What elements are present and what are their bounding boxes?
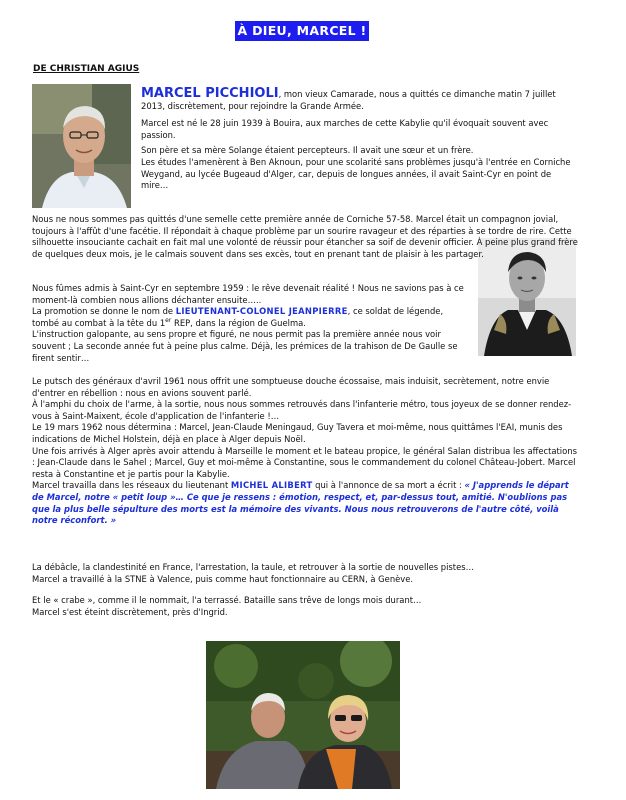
text-span: Nous ne nous sommes pas quittés d'une semelle cette première année de Corniche 57-58. Marcel était un compagnon jovial, toujours à l'affût d'une facétie. Il répondait à chaque problème par un sourire ravageur et des réparties à se tordre de rire. Cette silhouette insouciante cachait en fait mal une volonté de réussir pour étancher sa soif de devenir officier. À peine plus grand frère de quelques deux mois, je le calmais souvent dans ses excès, tout en prenant tant de plaisir à les partager. — [32, 214, 578, 259]
text-span: , ce soldat de légende, tombé au combat à la tête du — [32, 306, 444, 328]
person-name: MARCEL PICCHIOLI — [141, 86, 279, 101]
intro-block — [141, 88, 581, 192]
photo-marcel-and-ingrid — [206, 641, 400, 789]
alibert-quote: « J'apprends le départ de Marcel, notre « petit loup »… Ce que je ressens : émotion, respect, et, par-dessus tout, amitié. N'oublions pas que la plus belle sépulture des morts est la mémoire des vivants. Nous nous retrouverons de l'autre côté, voilà notre réconfort. » — [32, 480, 569, 526]
paragraph-career: Marcel a travaillé à la STNE à Valence, puis comme haut fonctionnaire au CERN, à Genève. — [32, 573, 414, 584]
paragraph-promotion — [32, 306, 472, 329]
paragraph-amphi: À l'amphi du choix de l'arme, à la sortie, nous nous sommes retrouvés dans l'infanterie métro, tous joyeux de se donner rendez-vous à Saint-Maixent, école d'application de l'infanterie !… — [32, 399, 572, 421]
paragraph-debacle: La débâcle, la clandestinité en France, l'arrestation, la taule, et retrouver à la sortie de nouvelles pistes… — [32, 562, 474, 572]
corniche-block-top — [32, 214, 580, 260]
text-span: , mon vieux Camarade, nous a quittés ce dimanche matin 7 juillet 2013, discrètement, pour rejoindre la Grande Armée. — [141, 89, 556, 111]
promotion-name: LIEUTENANT-COLONEL JEANPIERRE — [175, 306, 348, 317]
paragraph-death: Marcel s'est éteint discrètement, près d'Ingrid. — [32, 606, 228, 617]
paragraph-parents: Son père et sa mère Solange étaient percepteurs. Il avait une sœur et un frère. — [141, 145, 474, 156]
photo-portrait-marcel — [32, 84, 131, 208]
closing-block — [32, 562, 580, 618]
text-span: qui à l'annonce de sa mort a écrit : — [312, 480, 465, 491]
text-span: REP, dans la région de Guelma. — [171, 317, 306, 328]
text-span: Marcel travailla dans les réseaux du lieutenant — [32, 480, 231, 491]
paragraph-putsch: Le putsch des généraux d'avril 1961 nous offrit une somptueuse douche écossaise, mais induisit, secrètement, notre envie d'entrer en rébellion : nous en avions souvent parlé. — [32, 376, 550, 398]
text-span: La promotion se donne le nom de — [32, 306, 176, 317]
text-span: 1 — [159, 317, 166, 328]
paragraph-alger: Une fois arrivés à Alger après avoir attendu à Marseille le moment et le bateau propice, le général Salan distribua les affectations : Jean-Claude dans le Sahel ; Marcel, Guy et moi-même à Constantine, sous le commandement du colonel Château-Jobert. Marcel resta à Constantine et je partis pour la Kabylie. — [32, 445, 577, 479]
paragraph-saint-cyr: Nous fûmes admis à Saint-Cyr en septembre 1959 : le rêve devenait réalité ! Nous ne savions pas à ce moment-là combien nous allions déchanter ensuite….. — [32, 283, 464, 305]
main-block — [32, 376, 580, 527]
paragraph-birth: Marcel est né le 28 juin 1939 à Bouira, aux marches de cette Kabylie qu'il évoquait souvent avec passion. — [141, 118, 549, 140]
text-span: er — [165, 316, 172, 324]
paragraph-intro — [141, 88, 581, 112]
saint-cyr-block — [32, 283, 472, 364]
paragraph-instruction: L'instruction galopante, au sens propre et figuré, ne nous permit pas la première année nous voir souvent ; La seconde année fut à peine plus calme. Déjà, les prémices de la trahison de De Gaulle se firent sentir… — [32, 329, 458, 363]
paragraph-march-1962: Le 19 mars 1962 nous détermina : Marcel, Jean-Claude Meningaud, Guy Tavera et moi-même, nous quittâmes l'EAI, munis des indications de Michel Holstein, déjà en place à Alger depuis Noël. — [32, 422, 563, 444]
paragraph-crabe: Et le « crabe », comme il le nommait, l'a terrassé. Bataille sans trêve de longs mois durant… — [32, 595, 422, 606]
byline: DE CHRISTIAN AGIUS — [33, 64, 140, 74]
lieutenant-name: MICHEL ALIBERT — [230, 480, 313, 491]
paragraph-corniche — [32, 214, 580, 260]
page-title: À DIEU, MARCEL ! — [235, 21, 369, 41]
paragraph-studies: Les études l'amenèrent à Ben Aknoun, pour une scolarité sans problèmes jusqu'à l'entrée en Corniche Weygand, au lycée Bugeaud d'Alger, car, depuis de longues années, il avait Saint-Cyr en point de mire… — [141, 156, 571, 191]
paragraph-alibert — [32, 480, 580, 526]
